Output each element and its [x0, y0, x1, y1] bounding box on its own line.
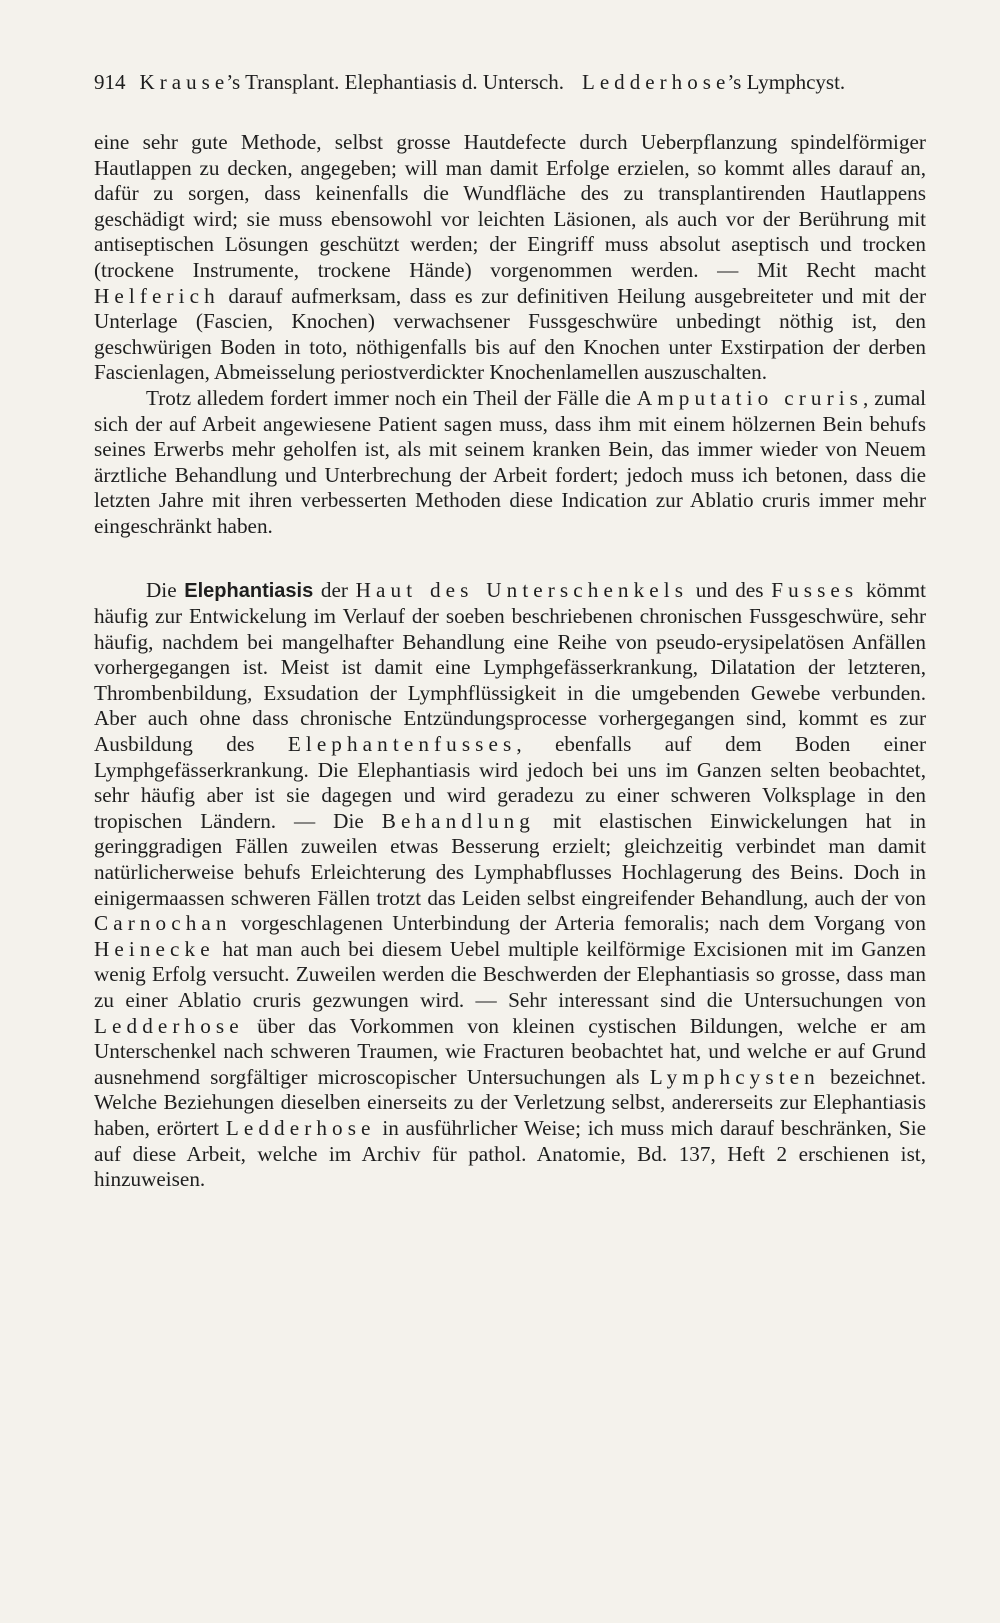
running-header — [94, 70, 926, 106]
header-author-ledderhose: Ledderhose — [581, 70, 731, 94]
page-number: 914 — [94, 70, 126, 94]
spaced-name: Ledderhose — [225, 1115, 376, 1140]
spaced-name: Helferich — [94, 283, 220, 308]
text-run: kömmt häufig zur Entwickelung im Verlauf der soeben beschriebenen chronischen Fussgeschwüre, sehr häufig, nachdem bei mangelhafter Behandlung eine Reihe von pseudo-erysipelatösen Anfällen vorhergegangen ist. Meist ist damit eine Lymphgefässerkrankung, Dilatation der letzteren, Thrombenbildung, Exsudation der Lymphflüssigkeit in die umgebenden Gewebe verbunden. Aber auch ohne dass chronische Entzündungsprocesse vorhergegangen sind, kommt es zur Ausbildung des — [94, 577, 926, 757]
text-run: bezeichnet. Welche Beziehungen dieselben einerseits zu der Verletzung selbst, andererseits zur Elephantiasis haben, erörtert — [94, 1064, 926, 1140]
spaced-name: Carnochan — [94, 911, 232, 936]
spaced-name: Heinecke — [94, 936, 215, 961]
spaced-name: Fusses — [771, 577, 859, 602]
bold-term: Elephantiasis — [184, 579, 314, 602]
header-author-krause: Krause — [139, 70, 230, 94]
spaced-name: Elephantenfusses — [287, 732, 517, 757]
text-run: vorgeschlagenen Unterbindung der Arteria femoralis; nach dem Vorgang von — [231, 911, 926, 936]
text-run: in ausführlicher Weise; ich muss mich darauf beschränken, Sie auf diese Arbeit, welche im Archiv für pathol. Anatomie, Bd. 137, Heft 2 erschienen ist, hinzuweisen. — [94, 1115, 926, 1192]
text-run: , ebenfalls auf dem Boden einer Lymphgefässerkrankung. Die Elephantiasis wird jedoch bei uns im Ganzen selten beobachtet, sehr häufig aber ist sie dagegen und wird geradezu zu einer schweren Volksplage in den tropischen Ländern. — Die — [94, 732, 926, 833]
text-run: mit elastischen Einwickelungen hat in geringgradigen Fällen zuweilen etwas Besserung erzielt; gleichzeitig verbindet man damit natürlicherweise behufs Erleichterung des Lymphabflusses Hochlagerung des Beins. Doch in einigermaassen schweren Fällen trotzt das Leiden selbst eingreifender Behandlung, auch der von — [94, 808, 926, 910]
text-run: Trotz alledem fordert immer noch ein Theil der Fälle die — [146, 385, 637, 410]
paragraph-2 — [94, 386, 926, 540]
spaced-name: Behandlung — [381, 808, 535, 833]
text-run: hat man auch bei diesem Uebel multiple keilförmige Excisionen mit im Ganzen wenig Erfolg versucht. Zuweilen werden die Beschwerden der Elephantiasis so grosse, dass man zu einer Ablatio cruris gezwungen wird. — Sehr interessant sind die Untersuchungen von — [94, 936, 926, 1012]
text-run: , zumal sich der auf Arbeit angewiesene Patient sagen muss, dass ihm mit einem hölzernen Bein behufs seines Erwerbs mehr geholfen ist, als mit seinem kranken Bein, das immer wieder von Neuem ärztliche Behandlung und Unterbrechung der Arbeit fordert; jedoch muss ich betonen, dass die letzten Jahre mit ihren verbesserten Methoden diese Indication zur Ablatio cruris immer mehr eingeschränkt haben. — [94, 385, 926, 538]
text-run: Die — [146, 577, 185, 602]
paragraph-3 — [94, 578, 926, 1193]
text-run: und des — [688, 577, 772, 602]
spaced-name: Lymphcysten — [649, 1064, 820, 1089]
paragraph-1 — [94, 130, 926, 386]
text-run: über das Vorkommen von kleinen cystischen Bildungen, welche er am Unterschenkel nach schweren Traumen, wie Fracturen beobachtet hat, und welche er auf Grund ausnehmend sorgfältiger microscopischer Untersuchungen als — [94, 1013, 926, 1089]
spaced-name: Ledderhose — [94, 1013, 244, 1038]
text-run: der — [313, 577, 356, 602]
body-text — [94, 130, 926, 1193]
text-run: eine sehr gute Methode, selbst grosse Hautdefecte durch Ueberpflanzung spindelförmiger Hautlappen zu decken, angegeben; will man damit Erfolge erzielen, so kommt alles darauf an, dafür zu sorgen, dass keinenfalls die Wundfläche des zu transplantirenden Hautlappens geschädigt wird; sie muss ebensowohl vor leichten Läsionen, als auch vor der Berührung mit antiseptischen Lösungen geschützt werden; der Eingriff muss absolut aseptisch und trocken (trockene Instrumente, trockene Hände) vorgenommen werden. — Mit Recht macht — [94, 130, 926, 282]
text-run: darauf aufmerksam, dass es zur definitiven Heilung ausgebreiteter und mit der Unterlage (Fascien, Knochen) verwachsener Fussgeschwüre unbedingt nöthig ist, den geschwürigen Boden in toto, nöthigenfalls bis auf den Knochen unter Exstirpation der derben Fascienlagen, Abmeisselung periostverdickter Knochenlamellen auszuschalten. — [94, 283, 926, 385]
spaced-name: Amputatio cruris — [636, 385, 864, 410]
header-title-1: ’s Transplant. Elephantiasis d. Untersch. — [226, 70, 564, 94]
spaced-name: Haut des Unterschenkels — [355, 577, 689, 602]
header-title-2: ’s Lymphcyst. — [727, 70, 846, 94]
